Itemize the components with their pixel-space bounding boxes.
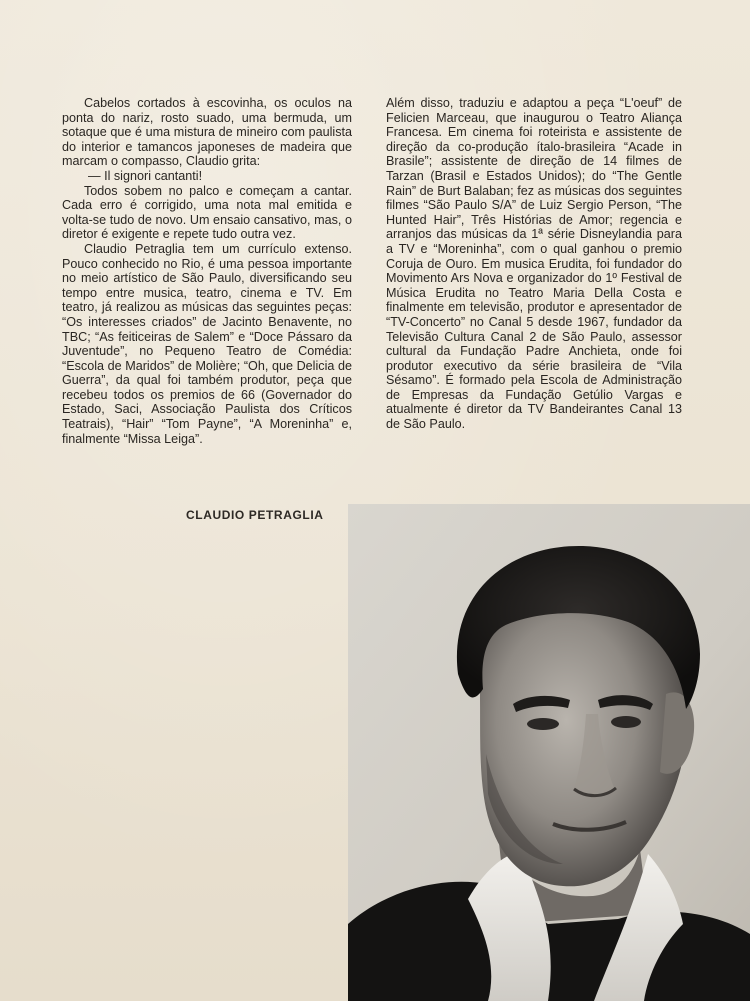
article-right-column xyxy=(386,96,682,432)
paragraph-dialog-line: — Il signori cantanti! xyxy=(88,168,203,183)
photo-caption: CLAUDIO PETRAGLIA xyxy=(186,508,324,522)
portrait-photo xyxy=(348,504,750,1001)
paragraph-curriculum: Claudio Petraglia tem um currículo extenso. Pouco conhecido no Rio, é uma pessoa importante no meio artístico de São Paulo, diversificando seu tempo entre musica, teatro, cinema e TV. Em teatro, já realizou as músicas das seguintes peças: “Os interesses criados” de Jacinto Benavente, no TBC; “As feiticeiras de Salem” e “Doce Pássaro da Juventude”, no Pequeno Teatro de Comédia: “Escola de Maridos” de Molière; “Oh, que Delicia de Guerra”, da qual foi também produtor, peça que recebeu todos os premios de 66 (Governador do Estado, Saci, Associação Paulista dos Críticos Teatrais), “Hair” “Tom Payne”, “A Moreninha” e, finalmente “Missa Leiga”. xyxy=(62,241,352,446)
paragraph-rehearsal-scene: Cabelos cortados à escovinha, os oculos na ponta do nariz, rosto suado, uma bermuda, um sotaque que é uma mistura de mineiro com paulista do interior e tamancos japoneses de madeira que marcam o compasso, Claudio grita: xyxy=(62,96,352,169)
article-left-column xyxy=(62,96,352,446)
paragraph-rehearsal-repeat: Todos sobem no palco e começam a cantar. Cada erro é corrigido, uma nota mal emitida e volta-se tudo de novo. Um ensaio cansativo, mas, o diretor é exigente e repete tudo outra vez. xyxy=(62,183,352,242)
paragraph-career-continued: Além disso, traduziu e adaptou a peça “L'oeuf” de Felicien Marceau, que inaugurou o Teatro Aliança Francesa. Em cinema foi roteirista e assistente de direção da co-produção ítalo-brasileira “Acade in Brasile”; assistente de direção de 14 filmes de Tarzan (Brasil e Estados Unidos); do “The Gentle Rain” de Burt Balaban; fez as músicas dos seguintes filmes “São Paulo S/A” de Luiz Sergio Person, “The Hunted Hair”, Três Histórias de Amor; regencia e arranjos das músicas da 1ª série Disneylandia para a TV e “Moreninha”, com o qual ganhou o premio Coruja de Ouro. Em musica Erudita, foi fundador do Movimento Ars Nova e organizador do 1º Festival de Música Erudita no Teatro Maria Della Costa e finalmente em televisão, produtor e apresentador de “TV-Concerto” no Canal 5 desde 1967, fundador da Televisão Cultura Canal 2 de São Paulo, assessor cultural da Fundação Padre Anchieta, onde foi produtor executivo da série brasileira de “Vila Sésamo”. É formado pela Escola de Administração de Empresas da Fundação Getúlio Vargas e atualmente é diretor da TV Bandeirantes Canal 13 de São Paulo. xyxy=(386,96,682,432)
